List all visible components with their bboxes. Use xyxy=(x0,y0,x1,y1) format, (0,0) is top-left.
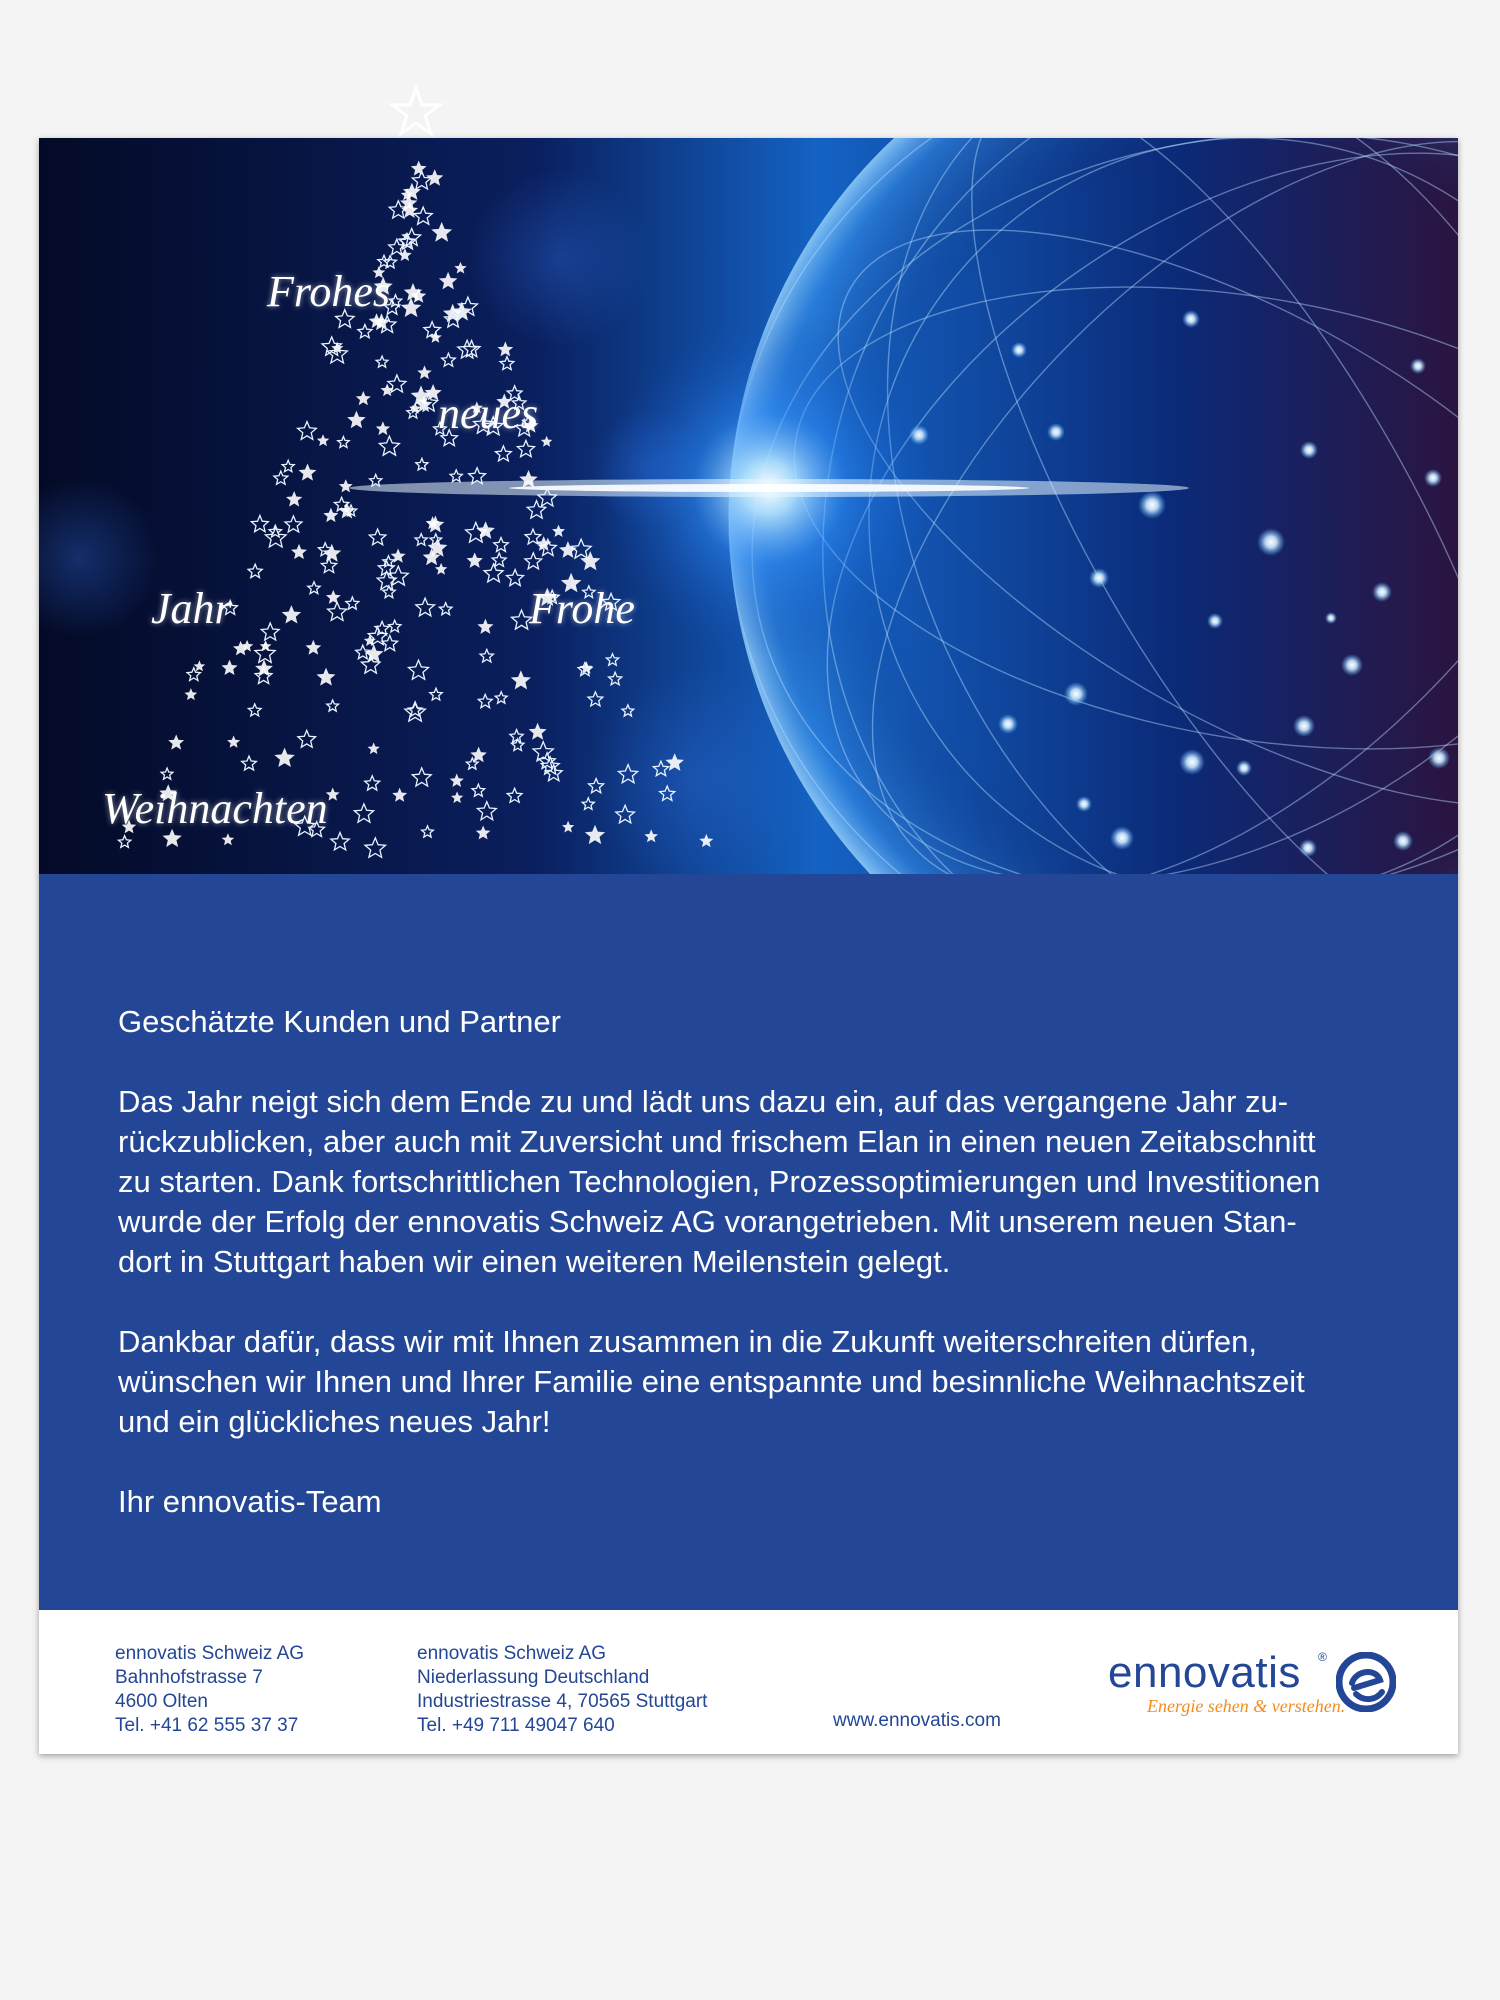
letter-section xyxy=(39,874,1458,1610)
greeting-word-frohes: Frohes xyxy=(267,267,391,316)
letter-line: wünschen wir Ihnen und Ihrer Familie eine entspannte und besinnliche Weihnachtszeit xyxy=(118,1364,1305,1399)
letter-line: wurde der Erfolg der ennovatis Schweiz AG vorangetrieben. Mit unserem neuen Stan- xyxy=(118,1204,1297,1239)
logo-tagline: Energie sehen & verstehen. xyxy=(1147,1696,1346,1716)
hero-image xyxy=(39,138,1458,874)
greeting-word-neues: neues xyxy=(438,389,539,438)
letter-signature: Ihr ennovatis-Team xyxy=(118,1484,382,1519)
letter-line: dort in Stuttgart haben wir einen weiteren Meilenstein gelegt. xyxy=(118,1244,951,1279)
address-phone[interactable]: Tel. +49 711 49047 640 xyxy=(417,1715,615,1736)
letter-line: und ein glückliches neues Jahr! xyxy=(118,1404,551,1439)
logo-registered-mark: ® xyxy=(1318,1650,1327,1664)
letter-line: rückzublicken, aber auch mit Zuversicht und frischem Elan in einen neuen Zeitabschnitt xyxy=(118,1124,1316,1159)
ennovatis-e-logo-icon xyxy=(1336,1652,1396,1712)
hero-background xyxy=(39,138,1458,874)
letter-line: Dankbar dafür, dass wir mit Ihnen zusammen in die Zukunft weiterschreiten dürfen, xyxy=(118,1324,1257,1359)
address-city: 4600 Olten xyxy=(115,1691,208,1712)
greeting-word-frohe: Frohe xyxy=(529,584,635,633)
address-branch: Niederlassung Deutschland xyxy=(417,1667,650,1688)
ennovatis-logo[interactable] xyxy=(1108,1648,1408,1724)
address-olten xyxy=(115,1642,304,1738)
letter-paragraph-1 xyxy=(118,1082,1418,1282)
newsletter-card xyxy=(39,138,1458,1754)
address-stuttgart xyxy=(417,1642,707,1738)
address-street: Bahnhofstrasse 7 xyxy=(115,1667,263,1688)
greeting-word-weihnachten: Weihnachten xyxy=(102,784,328,833)
address-street: Industriestrasse 4, 70565 Stuttgart xyxy=(417,1691,708,1712)
letter-salutation: Geschätzte Kunden und Partner xyxy=(118,1004,561,1039)
letter-line: Das Jahr neigt sich dem Ende zu und lädt uns dazu ein, auf das vergangene Jahr zu- xyxy=(118,1084,1289,1119)
logo-wordmark: ennovatis xyxy=(1108,1648,1301,1697)
greeting-word-jahr: Jahr xyxy=(151,584,232,633)
star-outline-icon xyxy=(388,84,444,140)
address-phone[interactable]: Tel. +41 62 555 37 37 xyxy=(115,1715,299,1736)
footer xyxy=(39,1610,1458,1754)
letter-line: zu starten. Dank fortschrittlichen Technologien, Prozessoptimierungen und Investitionen xyxy=(118,1164,1321,1199)
letter-paragraph-2 xyxy=(118,1322,1418,1442)
address-company: ennovatis Schweiz AG xyxy=(417,1643,607,1664)
address-company: ennovatis Schweiz AG xyxy=(115,1643,305,1664)
website-link[interactable]: www.ennovatis.com xyxy=(833,1710,1001,1731)
letter-body xyxy=(118,1002,1418,1562)
